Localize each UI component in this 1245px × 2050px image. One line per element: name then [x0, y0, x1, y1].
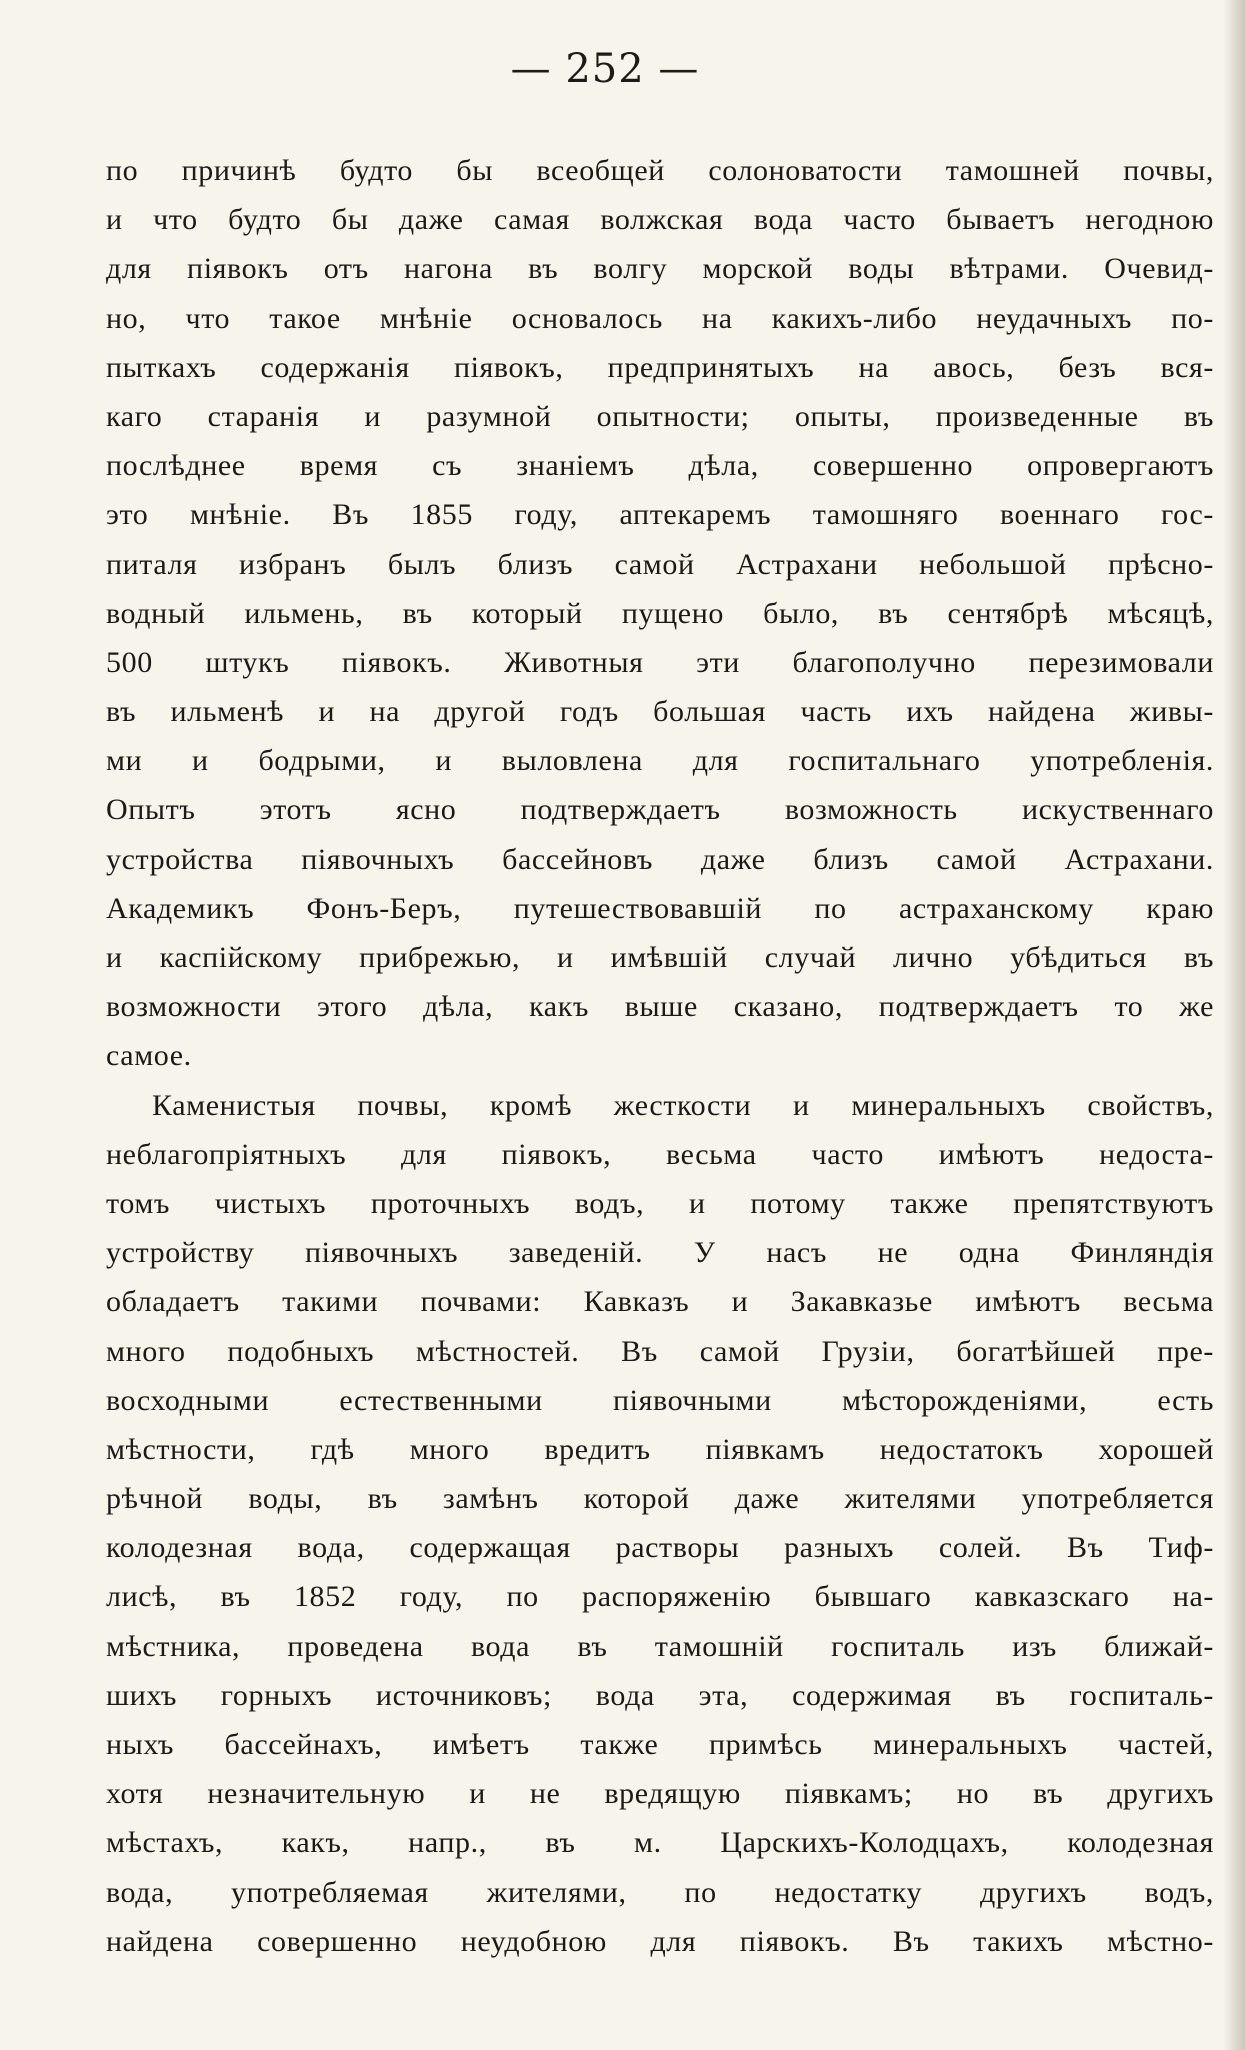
text-line: послѣднее время съ знаніемъ дѣла, совершенно опровергаютъ — [106, 449, 1214, 483]
text-line: водный ильмень, въ который пущено было, въ сентябрѣ мѣсяцѣ, — [106, 596, 1214, 630]
text-line: это мнѣніе. Въ 1855 году, аптекаремъ тамошняго военнаго гос- — [106, 498, 1214, 532]
text-line: для піявокъ отъ нагона въ волгу морской воды вѣтрами. Очевид- — [106, 252, 1214, 286]
page-number: — 252 — — [510, 46, 700, 92]
text-line: самое. — [106, 1039, 192, 1073]
text-line: устройству піявочныхъ заведеній. У насъ не одна Финляндія — [106, 1236, 1214, 1270]
text-line: найдена совершенно неудобною для піявокъ. Въ такихъ мѣстно- — [106, 1924, 1214, 1958]
text-line: восходными естественными піявочными мѣсторожденіями, есть — [106, 1383, 1214, 1417]
text-line: лисѣ, въ 1852 году, по распоряженію бывшаго кавказскаго на- — [106, 1580, 1214, 1614]
text-line: и что будто бы даже самая волжская вода часто бываетъ негодною — [106, 203, 1214, 237]
text-line: ныхъ бассейнахъ, имѣетъ также примѣсь минеральныхъ частей, — [106, 1728, 1214, 1761]
body-text — [106, 146, 1214, 1966]
text-line: устройства піявочныхъ бассейновъ даже близъ самой Астрахани. — [106, 842, 1214, 876]
text-line: вода, употребляемая жителями, по недостатку другихъ водъ, — [106, 1875, 1214, 1909]
text-line: обладаетъ такими почвами: Кавказъ и Закавказье имѣютъ весьма — [106, 1285, 1214, 1319]
text-line: по причинѣ будто бы всеобщей солоноватости тамошней почвы, — [106, 154, 1214, 187]
text-line: и каспійскому прибрежью, и имѣвшій случай лично убѣдиться въ — [106, 941, 1214, 974]
text-line: въ ильменѣ и на другой годъ большая часть ихъ найдена живы- — [106, 695, 1214, 729]
paragraph-2 — [106, 1081, 1214, 1966]
text-line: пыткахъ содержанія піявокъ, предпринятыхъ на авось, безъ вся- — [106, 350, 1214, 384]
text-line: но, что такое мнѣніе основалось на какихъ-либо неудачныхъ по- — [106, 301, 1214, 335]
page-edge-shadow — [1223, 0, 1245, 2050]
text-line: возможности этого дѣла, какъ выше сказано, подтверждаетъ то же — [106, 990, 1214, 1024]
text-line: 500 штукъ піявокъ. Животныя эти благополучно перезимовали — [106, 645, 1214, 679]
text-line: Академикъ Фонъ-Беръ, путешествовавшій по астраханскому краю — [106, 891, 1214, 925]
text-line: томъ чистыхъ проточныхъ водъ, и потому также препятствуютъ — [106, 1186, 1214, 1220]
text-line: колодезная вода, содержащая растворы разныхъ солей. Въ Тиф- — [106, 1531, 1214, 1565]
text-line: каго старанія и разумной опытности; опыты, произведенные въ — [106, 399, 1214, 433]
text-line: неблагопріятныхъ для піявокъ, весьма часто имѣютъ недоста- — [106, 1137, 1214, 1171]
paragraph-1 — [106, 146, 1214, 1081]
text-line: рѣчной воды, въ замѣнъ которой даже жителями употребляется — [106, 1482, 1214, 1516]
text-line: хотя незначительную и не вредящую піявкамъ; но въ другихъ — [106, 1777, 1214, 1811]
text-line: мѣстахъ, какъ, напр., въ м. Царскихъ-Колодцахъ, колодезная — [106, 1826, 1214, 1860]
text-line: Опытъ этотъ ясно подтверждаетъ возможность искуственнаго — [106, 793, 1214, 827]
text-line: мѣстности, гдѣ много вредитъ піявкамъ недостатокъ хорошей — [106, 1432, 1214, 1466]
text-line: ми и бодрыми, и выловлена для госпитальнаго употребленія. — [106, 744, 1214, 778]
text-line: много подобныхъ мѣстностей. Въ самой Грузіи, богатѣйшей пре- — [106, 1334, 1214, 1368]
text-line: мѣстника, проведена вода въ тамошній госпиталь изъ ближай- — [106, 1629, 1214, 1663]
text-line: питаля избранъ былъ близъ самой Астрахани небольшой прѣсно- — [106, 547, 1214, 581]
text-line: Каменистыя почвы, кромѣ жесткости и минеральныхъ свойствъ, — [152, 1088, 1214, 1122]
text-line: шихъ горныхъ источниковъ; вода эта, содержимая въ госпиталь- — [106, 1678, 1214, 1712]
